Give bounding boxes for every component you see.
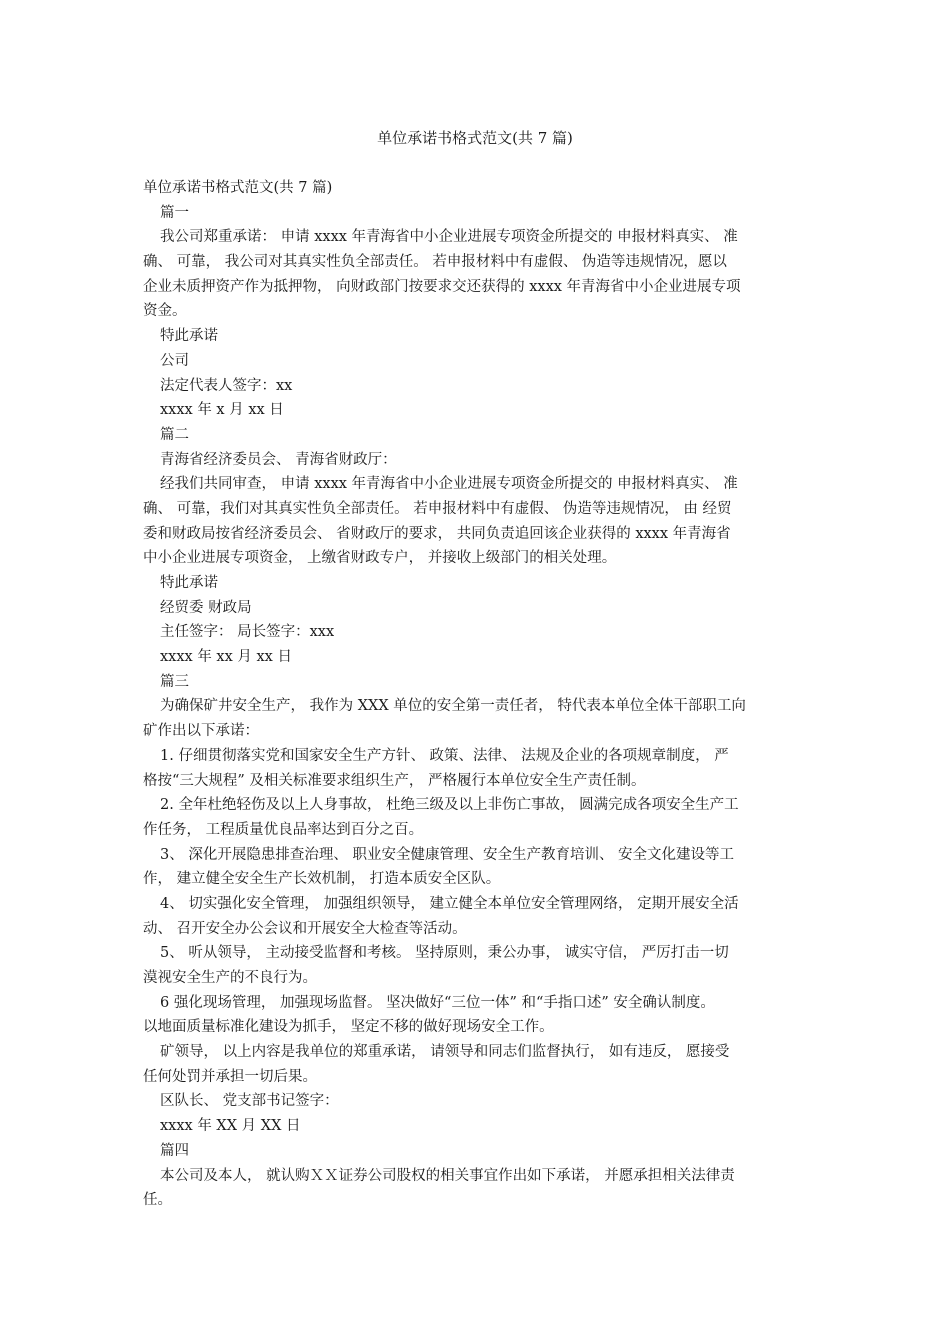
text-line: 矿领导， 以上内容是我单位的郑重承诺， 请领导和同志们监督执行， 如有违反， 愿接受 bbox=[160, 1044, 730, 1061]
text-line: 任何处罚并承担一切后果。 bbox=[143, 1068, 317, 1085]
text-line: 篇三 bbox=[160, 673, 189, 690]
text-line: 漠视安全生产的不良行为。 bbox=[143, 970, 317, 986]
text-line: 5、 听从领导， 主动接受监督和考核。 坚持原则，秉公办事， 诚实守信， 严厉打击一切 bbox=[160, 945, 729, 962]
document-body bbox=[143, 176, 811, 1213]
text-line: 特此承诺 bbox=[160, 575, 218, 591]
text-line: 动、 召开安全办公会议和开展安全大检查等活动。 bbox=[143, 920, 467, 937]
text-line: xxxx 年 XX 月 XX 日 bbox=[160, 1118, 301, 1135]
text-line: 确、 可靠，我们对其真实性负全部责任。 若申报材料中有虚假、 伪造等违规情况， 由 经贸 bbox=[143, 500, 732, 517]
text-line: 为确保矿井安全生产， 我作为 XXX 单位的安全第一责任者， 特代表本单位全体干部职工向 bbox=[160, 698, 746, 715]
text-line: 我公司郑重承诺： 申请 xxxx 年青海省中小企业进展专项资金所提交的 申报材料真实、 准 bbox=[160, 229, 738, 246]
text-line: 3、 深化开展隐患排查治理、 职业安全健康管理、安全生产教育培训、 安全文化建设等工 bbox=[160, 846, 735, 863]
text-line: 6 强化现场管理， 加强现场监督。 坚决做好“三位一体” 和“手指口述” 安全确认制度。 bbox=[160, 994, 715, 1011]
text-line: 矿作出以下承诺： bbox=[143, 723, 259, 740]
page-title: 单位承诺书格式范文(共 7 篇) bbox=[377, 129, 573, 147]
text-line: 篇四 bbox=[160, 1142, 189, 1159]
text-line: xxxx 年 xx 月 xx 日 bbox=[160, 649, 292, 666]
text-line: 委和财政局按省经济委员会、 省财政厅的要求， 共同负责追回该企业获得的 xxxx 年青海省 bbox=[143, 525, 731, 542]
text-line: 青海省经济委员会、 青海省财政厅： bbox=[160, 451, 397, 468]
text-line: 确、 可靠， 我公司对其真实性负全部责任。 若申报材料中有虚假、 伪造等违规情况，愿以 bbox=[143, 254, 727, 271]
text-line: 区队长、 党支部书记签字： bbox=[160, 1093, 339, 1110]
text-line: 篇二 bbox=[160, 426, 189, 443]
text-line: 经贸委 财政局 bbox=[160, 599, 252, 616]
text-line: 4、 切实强化安全管理， 加强组织领导， 建立健全本单位安全管理网络， 定期开展安全活 bbox=[160, 895, 739, 912]
text-line: 法定代表人签字：xx bbox=[160, 377, 293, 394]
text-line: 作， 建立健全安全生产长效机制， 打造本质安全区队。 bbox=[143, 871, 501, 888]
text-line: xxxx 年 x 月 xx 日 bbox=[160, 402, 284, 419]
text-line: 资金。 bbox=[143, 303, 187, 320]
text-line: 1. 仔细贯彻落实党和国家安全生产方针、 政策、法律、 法规及企业的各项规章制度， 严 bbox=[160, 747, 729, 764]
text-line: 经我们共同审查， 申请 xxxx 年青海省中小企业进展专项资金所提交的 申报材料真实、 准 bbox=[160, 476, 738, 493]
text-line: 任。 bbox=[143, 1192, 172, 1209]
text-line: 单位承诺书格式范文(共 7 篇) bbox=[143, 180, 333, 196]
text-line: 以地面质量标准化建设为抓手， 坚定不移的做好现场安全工作。 bbox=[143, 1019, 554, 1036]
text-line: 特此承诺 bbox=[160, 328, 218, 345]
text-line: 公司 bbox=[160, 352, 189, 369]
text-line: 篇一 bbox=[160, 204, 189, 221]
text-line: 主任签字： 局长签字：xxx bbox=[160, 624, 335, 641]
text-line: 企业未质押资产作为抵押物， 向财政部门按要求交还获得的 xxxx 年青海省中小企业进展专项 bbox=[143, 278, 741, 295]
text-line: 中小企业进展专项资金， 上缴省财政专户， 并接收上级部门的相关处理。 bbox=[143, 550, 617, 567]
text-line: 2. 全年杜绝轻伤及以上人身事故， 杜绝三级及以上非伤亡事故， 圆满完成各项安全生产工 bbox=[160, 797, 739, 814]
text-line: 格按“三大规程” 及相关标准要求组织生产， 严格履行本单位安全生产责任制。 bbox=[143, 772, 646, 789]
text-line: 作任务， 工程质量优良品率达到百分之百。 bbox=[143, 821, 424, 838]
text-line: 本公司及本人， 就认购ＸＸ证券公司股权的相关事宜作出如下承诺， 并愿承担相关法律责 bbox=[160, 1167, 735, 1184]
